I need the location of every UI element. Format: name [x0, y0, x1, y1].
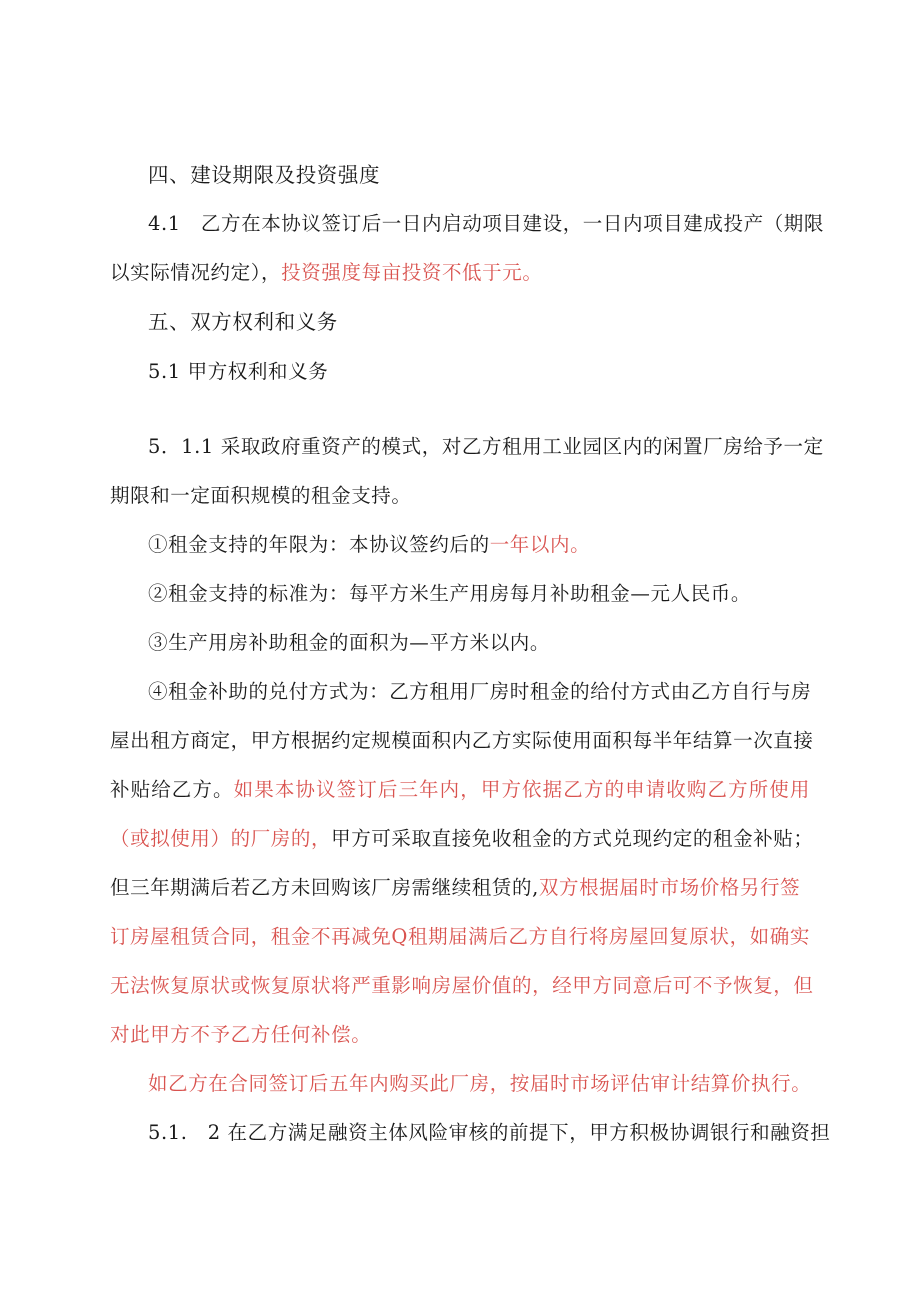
lease-contract-text: 双方根据届时市场价格另行签 [538, 876, 801, 899]
rent-payment-text: 补贴给乙方。 [110, 778, 234, 801]
rent-payment-line-7: 无法恢复原状或恢复原状将严重影响房屋价值的，经甲方同意后可不予恢复，但 [110, 974, 814, 997]
rent-payment-line-1: ④租金补助的兑付方式为：乙方租用厂房时租金的给付方式由乙方自行与房 [148, 680, 812, 703]
lease-renewal-text: 但三年期满后若乙方未回购该厂房需继续租赁的, [110, 876, 539, 899]
rent-payment-line-5 [110, 874, 810, 902]
rent-exemption-text: 甲方可采取直接免收租金的方式兑现约定的租金补贴； [331, 827, 814, 850]
rent-support-years-item [148, 531, 810, 559]
rent-support-area-item: ③生产用房补助租金的面积为—平方米以内。 [148, 631, 551, 654]
rent-support-years-label: ①租金支持的年限为：本协议签约后的 [148, 533, 490, 556]
purchase-price-clause: 如乙方在合同签订后五年内购买此厂房，按届时市场评估审计结算价执行。 [148, 1072, 812, 1095]
rent-payment-line-3 [110, 776, 810, 804]
section-4-heading: 四、建设期限及投资强度 [148, 163, 381, 187]
clause-5-1-1-line-1: 5．1.1 采取政府重资产的模式，对乙方租用工业园区内的闲置厂房给予一定 [148, 435, 824, 458]
rent-support-standard-item: ②租金支持的标准为：每平方米生产用房每月补助租金—元人民币。 [148, 582, 752, 605]
clause-4-1-text: 以实际情况约定）， [110, 261, 282, 284]
rent-payment-line-6: 订房屋租赁合同，租金不再减免Q租期届满后乙方自行将房屋回复原状，如确实 [110, 925, 810, 948]
clause-5-1-1-line-2: 期限和一定面积规模的租金支持。 [110, 484, 412, 507]
subsection-5-1-heading: 5.1 甲方权利和义务 [148, 360, 329, 383]
investment-intensity-text: 投资强度每亩投资不低于元。 [281, 261, 543, 284]
clause-4-1-line-1: 4.1 乙方在本协议签订后一日内启动项目建设，一日内项目建成投产（期限 [148, 212, 825, 235]
section-5-heading: 五、双方权利和义务 [148, 310, 338, 334]
rent-support-years-value: 一年以内。 [489, 533, 591, 556]
purchase-clause-text: 如果本协议签订后三年内，甲方依据乙方的申请收购乙方所使用 [233, 778, 810, 801]
rent-payment-line-2: 屋出租方商定，甲方根据约定规模面积内乙方实际使用面积每半年结算一次直接 [110, 729, 814, 752]
clause-4-1-line-2 [110, 259, 810, 287]
rent-payment-line-8: 对此甲方不予乙方任何补偿。 [110, 1023, 372, 1046]
purchase-clause-text-cont: （或拟使用）的厂房的， [110, 827, 332, 850]
rent-payment-line-4 [110, 825, 814, 853]
clause-5-1-2-line-1: 5.1. 2 在乙方满足融资主体风险审核的前提下，甲方积极协调银行和融资担 [148, 1121, 831, 1144]
